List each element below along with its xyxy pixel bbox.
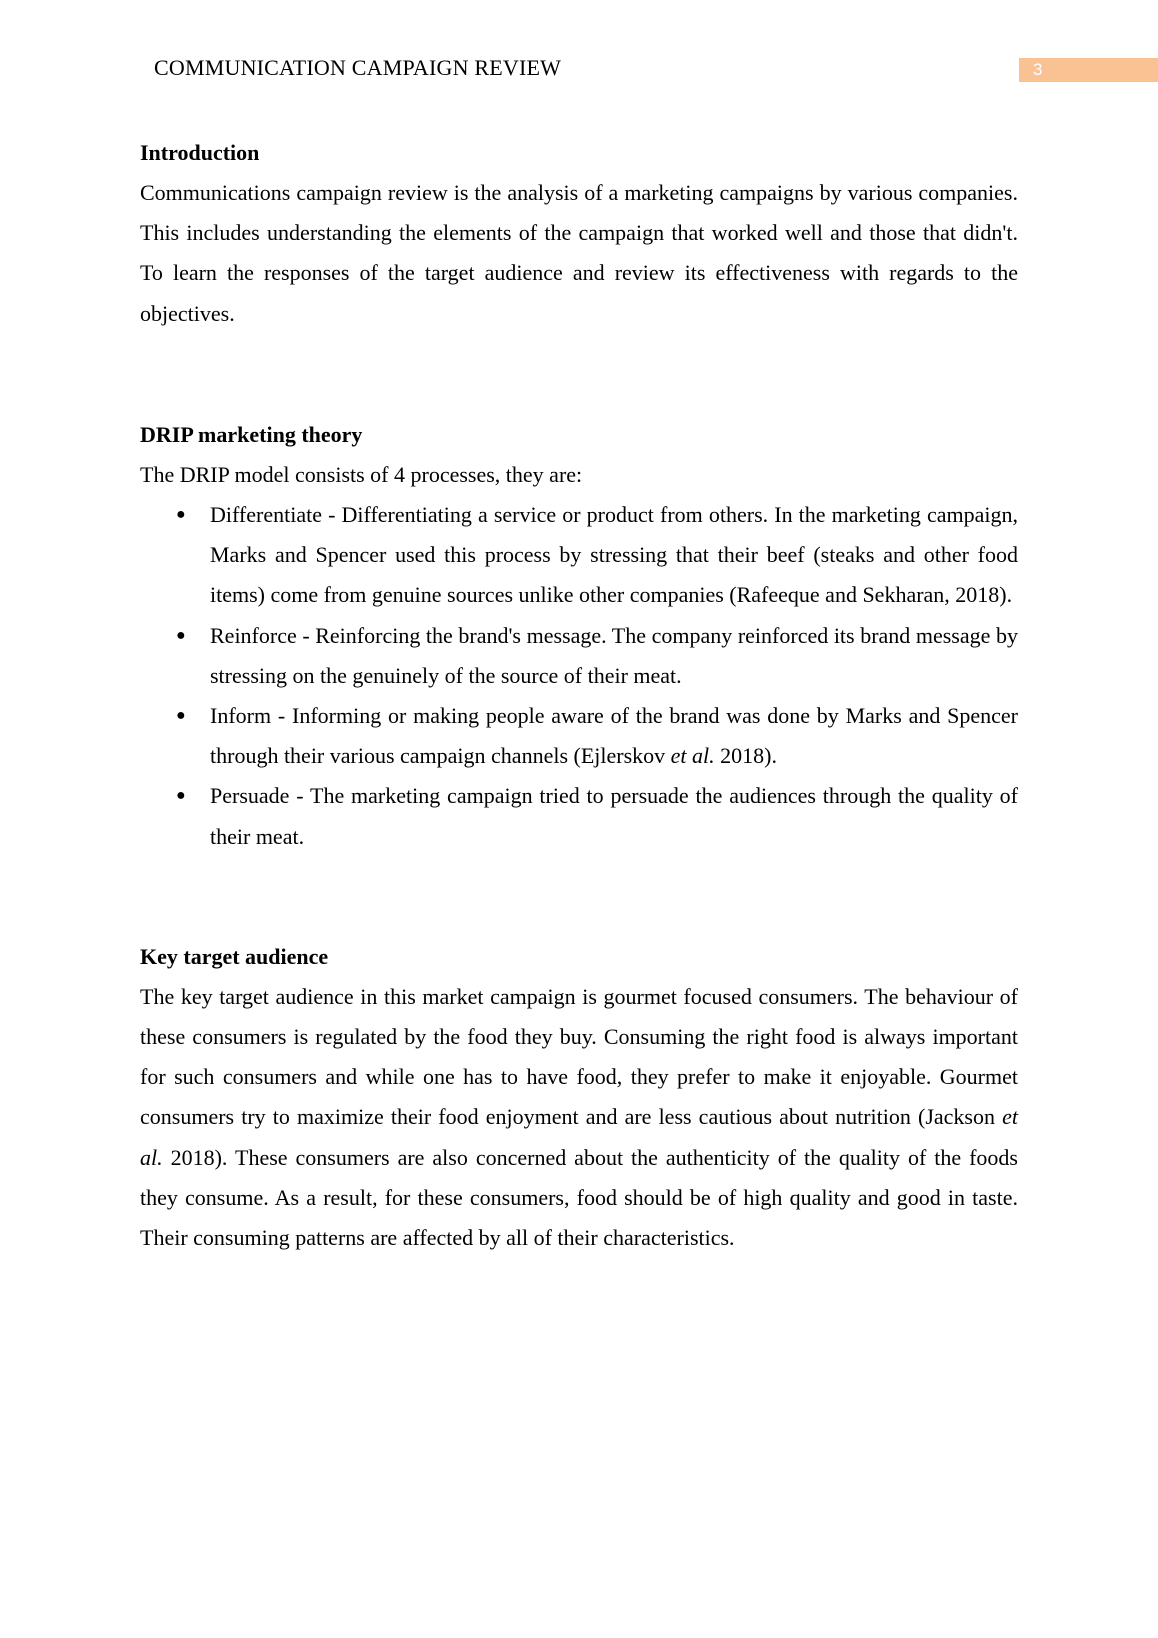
introduction-heading: Introduction — [140, 140, 260, 165]
drip-item-text: Differentiate - Differentiating a service or product from others. In the marketing campaign, Marks and Spencer used this process by stressing that their beef (steaks and other food items) come from genuine sources unlike other companies (Rafeeque and Sekharan, 2018). — [210, 502, 1018, 608]
citation-et-al: et al. — [140, 1104, 1018, 1170]
running-header: COMMUNICATION CAMPAIGN REVIEW — [154, 55, 562, 80]
bullet-icon: ● — [176, 707, 186, 725]
key-audience-text-end: 2018). These consumers are also concerned about the authenticity of the quality of the foods they consume. As a result, for these consumers, food should be of high quality and good in taste. Their consuming patterns are affected by all of their characteristics. — [140, 1144, 1018, 1251]
key-audience-heading: Key target audience — [140, 943, 329, 969]
drip-item-inform — [140, 696, 1018, 776]
drip-item-persuade — [140, 776, 1018, 856]
drip-list — [140, 495, 1018, 857]
bullet-icon: ● — [176, 626, 186, 644]
page-number: 3 — [1019, 58, 1158, 82]
bullet-icon: ● — [176, 506, 186, 524]
drip-item-text: Persuade - The marketing campaign tried to persuade the audiences through the quality of their meat. — [210, 783, 1018, 849]
bullet-icon: ● — [176, 787, 186, 805]
drip-item-text-end: 2018). — [714, 743, 777, 769]
drip-item-differentiate — [140, 495, 1018, 616]
drip-item-reinforce — [140, 616, 1018, 696]
key-audience-text: The key target audience in this market campaign is gourmet focused consumers. The behaviour of these consumers is regulated by the food they buy. Consuming the right food is always important for such consumers and while one has to have food, they prefer to make it enjoyable. Gourmet consumers try to maximize their food enjoyment and are less cautious about nutrition (Jackson — [140, 983, 1018, 1130]
drip-item-text: Reinforce - Reinforcing the brand's message. The company reinforced its brand message by stressing on the genuinely of the source of their meat. — [210, 622, 1018, 688]
introduction-paragraph: Communications campaign review is the analysis of a marketing campaigns by various companies. This includes understanding the elements of the campaign that worked well and those that didn't. To learn the responses of the target audience and review its effectiveness with regards to the objectives. — [140, 180, 1018, 326]
citation-et-al: et al. — [670, 743, 715, 769]
drip-heading: DRIP marketing theory — [140, 421, 363, 447]
drip-item-text: Inform - Informing or making people aware of the brand was done by Marks and Spencer through their various campaign channels (Ejlerskov — [210, 703, 1018, 769]
drip-intro: The DRIP model consists of 4 processes, they are: — [140, 461, 583, 487]
document-body — [140, 133, 1018, 1258]
key-audience-paragraph — [140, 977, 1018, 1258]
